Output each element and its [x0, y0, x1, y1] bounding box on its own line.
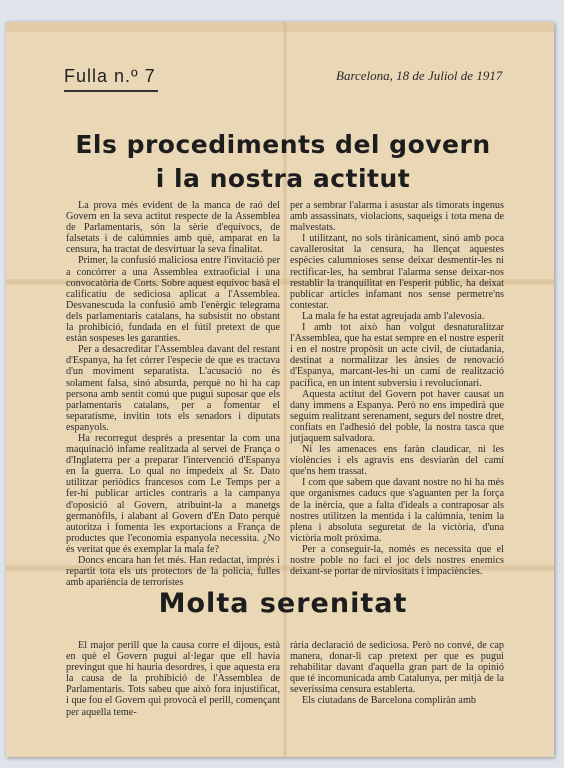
paragraph: Primer, la confusió maliciosa entre l'invitació per a concórrer a una Assemblea extraoficial i una convocatòria de Corts. Sobre aquest equívoc basà el calificatiu de sediciosa aplicat a l'Assemblea. Desvanescuda la confusió amb l'enèrgic telegrama dels parlamentaris catalans, ha subsistit no obstant la prohibició, fundada en el fútil pretext de que estàn sospeses les garanties.: [66, 255, 280, 345]
paragraph: I com que sabem que davant nostre no hi ha més que organismes caducs que s'aguanten per la força de la inèrcia, que a falta d'ideals a contraposar als nostres utilitzen la mentida i la calúmnia, tenim la plena i absoluta seguretat de la victòria, d'una victòria molt pròxima.: [290, 477, 504, 544]
article1-column-left: [66, 200, 280, 589]
paragraph: Ha recorregut després a presentar la com una maquinació infame realitzada al servei de França o d'Inglaterra per a preparar l'intervenció d'Espanya en la guerra. Lo qual no impedeix al Sr. Dato utilitzar periòdics francesos com Le Temps per a fer-hi publicar articles contraris a la campanya d'oposició al Govern, atribuint-la a manetgs germanòfils, i alabant al Govern d'En Dato perquè autoritza i fomenta les exportacions a França de productes que l'economia espanyola necessita. ¿No és veritat que és exemplar la mala fe?: [66, 432, 280, 555]
paragraph: La mala fe ha estat agreujada amb l'alevosia.: [302, 310, 485, 322]
article2-column-left: [66, 640, 280, 740]
article-title-line1: Els procediments del govern: [75, 130, 491, 159]
paragraph: I amb tot això han volgut desnaturalitzar l'Assemblea, que ha estat sempre en el nostre esperit i en el nostre propòsit un acte civil, de ciutadania, destinat a normalitzar les ànsies de renovació d'Espanya, marcant-les-hi un camí de realització pacífica, en un intent subversiu i revolucionari.: [290, 322, 504, 389]
paragraph: rària declaració de sediciosa. Però no convé, de cap manera, donar-li cap pretext per que es pugui rehabilitar davant d'aquella gran part de la opinió que té incomunicada amb Catalunya, per mitjà de la severíssima censura establerta.: [290, 640, 504, 696]
paragraph: Per a desacreditar l'Assemblea davant del restant d'Espanya, ha fet córrer l'especie de que es tractava d'un moviment separatista. L'acusació no és solament falsa, sinó absurda, perquè no hi ha cap persona amb sentit comú que pugui suposar que els parlamentaris catalans, per a fomentar el separatisme, invitin tots els senadors i diputats espanyols.: [66, 344, 280, 433]
paragraph: Aquesta actitut del Govern pot haver causat un dany immens a Espanya. Però no ens impedirà que seguim realitzant serenament, segurs del nostre dret, confiats en l'adhesió del poble, la nostra tasca que jutjaquem salvadora.: [290, 388, 504, 444]
sheet-number: Fulla n.º 7: [64, 66, 156, 86]
paragraph: per a sembrar l'alarma i asustar als timorats ingenus amb assassinats, violacions, saqueigs i tota mena de malvestats.: [290, 200, 504, 234]
top-fold-strip: [6, 22, 554, 32]
second-article-title: Molta serenitat: [158, 588, 408, 619]
paragraph: Per a conseguir-la, només es necessita que el nostre poble no faci el joc dels nostres enemics deixant-se portar de nirviositats i impaciències.: [290, 543, 504, 578]
article2-column-right: [290, 640, 504, 740]
paragraph: Doncs encara han fet més. Han redactat, imprès i repartit tota els uts protectors de la policia, fulles amb apariència de terroristes: [66, 555, 280, 589]
paragraph: Ni les amenaces ens faràn claudicar, ni les violències i els agravis ens desviaràn del camí que'ns hem trassat.: [290, 444, 504, 478]
sheet-number-underline: [64, 90, 158, 92]
dateline: Barcelona, 18 de Juliol de 1917: [336, 68, 503, 83]
paragraph: El major perill que la causa corre el dijous, està en què el Govern pugui al·legar que ell havia previngut que hi hauria desordres, i que aquesta era la causa de la prohibició de l'Assemblea de Parlamentaris. Tots sabeu que això fora injustificat, i que fou el Govern qui provocà el perill, començant per aquella teme-: [66, 640, 280, 718]
paragraph: La prova més evident de la manca de raó del Govern en la seva actitut respecte de la Assemblea de Parlamentaris, són la sèrie d'equívocs, de falsetats i de calúmnies amb què, amparat en la censura, ha tractat de desvirtuar la seva finalitat.: [66, 200, 280, 256]
paragraph: Els ciutadans de Barcelona compliràn amb: [302, 695, 476, 707]
article1-column-right: [290, 200, 504, 578]
article-title-line2: i la nostra actitut: [155, 164, 411, 193]
paragraph: I utilitzant, no sols tirànicament, sinó amb poca cavallerositat la censura, ha llençat aquestes espècies calumnioses sense deixar desmentir-les ni rectificar-les, ha sembrat l'alarma sense deixar-nos restablir la tranquilitat en l'esperit públic, ha deixat publicar articles infamant nos sense permetre'ns contestar.: [290, 233, 504, 311]
